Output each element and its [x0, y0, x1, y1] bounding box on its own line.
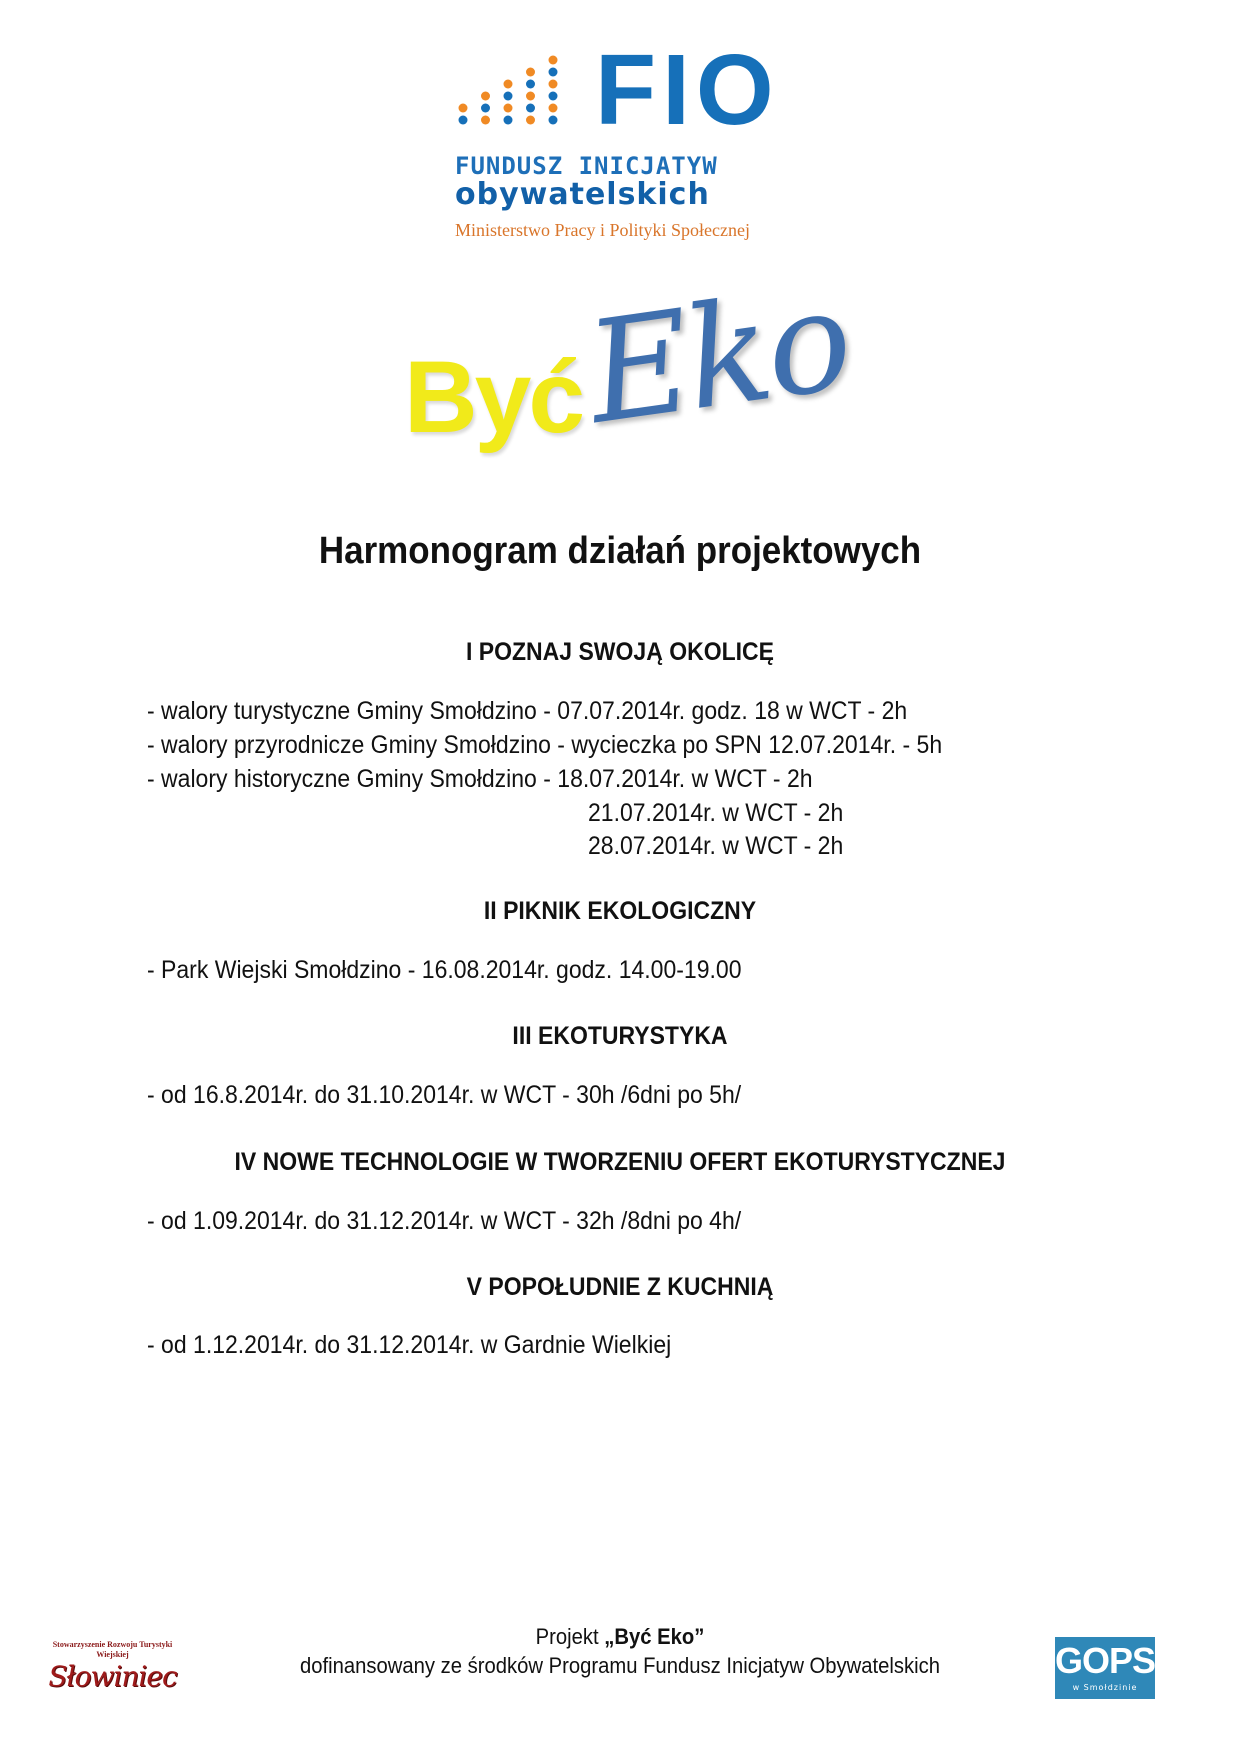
slowiniec-logo-name: Słowiniec	[48, 1660, 177, 1693]
fio-dot	[526, 92, 535, 101]
document-title: Harmonogram działań projektowych	[318, 530, 922, 572]
fio-dot	[526, 104, 535, 113]
schedule-item: - od 16.8.2014r. do 31.10.2014r. w WCT - 30h /6dni po 5h/	[147, 1081, 742, 1109]
byc-eko-logo	[400, 258, 870, 470]
section-heading: II PIKNIK EKOLOGICZNY	[483, 897, 757, 925]
fio-dot	[504, 80, 513, 89]
schedule-item-extra-date: 28.07.2014r. w WCT - 2h	[588, 832, 844, 860]
section-heading: III EKOTURYSTYKA	[512, 1022, 728, 1050]
fio-dot	[504, 116, 513, 125]
fio-dot	[459, 116, 468, 125]
footer-project-prefix: Projekt	[535, 1624, 605, 1649]
fio-dot	[549, 92, 558, 101]
footer-text	[50, 1622, 1191, 1680]
gops-logo	[1055, 1637, 1155, 1699]
fio-dots-icon	[455, 47, 575, 127]
byc-eko-logo-byc: Być	[404, 340, 583, 454]
byc-eko-logo-eko: Eko	[578, 258, 858, 456]
gops-logo-subtitle: w Smołdzinie	[1072, 1683, 1138, 1692]
schedule-item-extra-date: 21.07.2014r. w WCT - 2h	[588, 799, 844, 827]
fio-dot	[459, 104, 468, 113]
slowiniec-logo	[45, 1640, 180, 1700]
footer-project-name: „Być Eko”	[604, 1624, 705, 1649]
fio-dot	[549, 104, 558, 113]
schedule-item: - walory przyrodnicze Gminy Smołdzino - wycieczka po SPN 12.07.2014r. - 5h	[147, 731, 943, 759]
fio-dot	[504, 104, 513, 113]
slowiniec-logo-subtitle: Stowarzyszenie Rozwoju Turystyki Wiejskiej	[52, 1640, 173, 1659]
schedule-item: - Park Wiejski Smołdzino - 16.08.2014r. godz. 14.00-19.00	[147, 956, 742, 984]
section-heading: I POZNAJ SWOJĄ OKOLICĘ	[466, 638, 774, 666]
fio-dot	[526, 68, 535, 77]
fio-dot	[549, 68, 558, 77]
fio-dot	[504, 92, 513, 101]
footer-project-line	[50, 1622, 1191, 1651]
schedule-item: - od 1.12.2014r. do 31.12.2014r. w Gardnie Wielkiej	[147, 1331, 672, 1359]
section-heading: V POPOŁUDNIE Z KUCHNIĄ	[466, 1273, 774, 1301]
fio-logo-line2: obywatelskich	[455, 177, 710, 212]
fio-dot	[549, 56, 558, 65]
fio-logo-line1: FUNDUSZ INICJATYW	[455, 152, 718, 180]
fio-dot	[481, 92, 490, 101]
gops-logo-name: GOPS	[1055, 1640, 1156, 1681]
schedule-item: - od 1.09.2014r. do 31.12.2014r. w WCT - 32h /8dni po 4h/	[147, 1207, 742, 1235]
schedule-item: - walory turystyczne Gminy Smołdzino - 07.07.2014r. godz. 18 w WCT - 2h	[147, 697, 908, 725]
fio-dot	[481, 116, 490, 125]
fio-logo-ministry: Ministerstwo Pracy i Polityki Społecznej	[455, 220, 750, 240]
fio-dot	[526, 80, 535, 89]
schedule-item: - walory historyczne Gminy Smołdzino - 18.07.2014r. w WCT - 2h	[147, 765, 813, 793]
fio-logo	[455, 34, 805, 245]
section-heading: IV NOWE TECHNOLOGIE W TWORZENIU OFERT EKOTURYSTYCZNEJ	[234, 1148, 1006, 1176]
fio-logo-letters: FIO	[595, 34, 780, 146]
fio-dot	[549, 116, 558, 125]
fio-dot	[549, 80, 558, 89]
fio-dot	[526, 116, 535, 125]
fio-dot	[481, 104, 490, 113]
footer-funding-line: dofinansowany ze środków Programu Fundusz Inicjatyw Obywatelskich	[299, 1653, 941, 1678]
